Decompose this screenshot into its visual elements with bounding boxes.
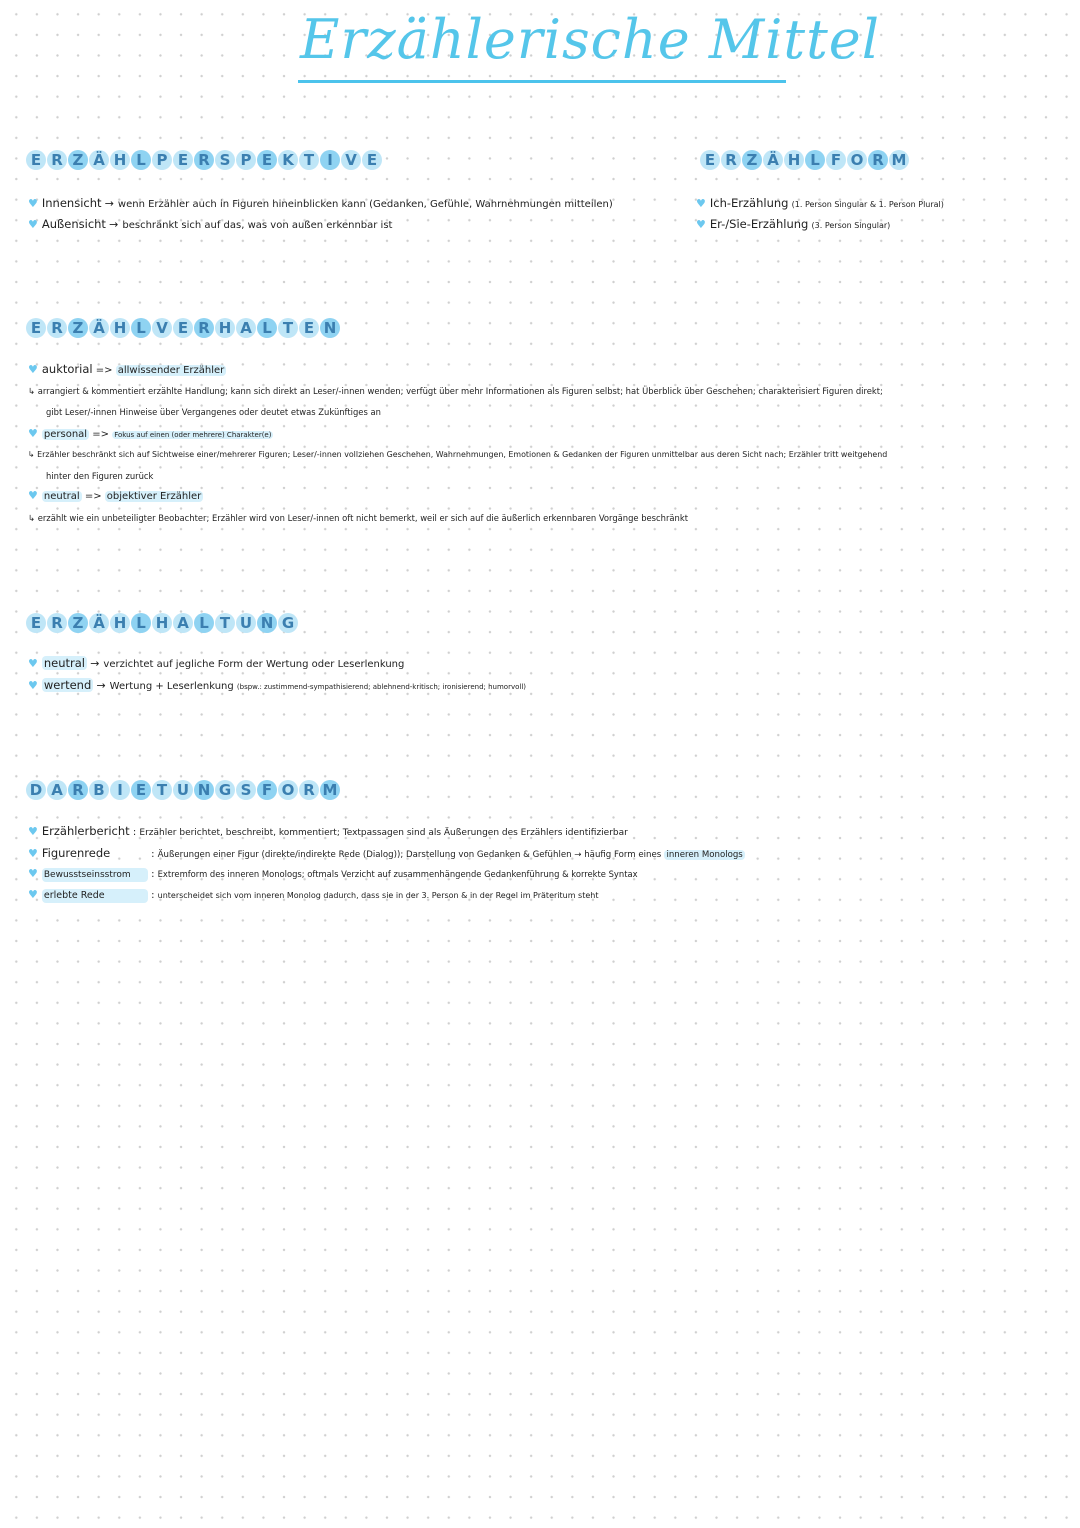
heading-letter: E	[26, 150, 46, 170]
heading-letter: L	[131, 613, 151, 633]
term: auktorial	[41, 362, 93, 376]
heading-letter: Ä	[89, 150, 109, 170]
list-item	[28, 489, 203, 504]
heading-letter: E	[299, 318, 319, 338]
heading-letter: H	[110, 318, 130, 338]
separator: :	[132, 827, 137, 838]
list-item	[28, 888, 598, 903]
heading-letter: L	[257, 318, 277, 338]
heading-letter: R	[299, 780, 319, 800]
list-item	[696, 217, 890, 233]
heading-letter: E	[173, 318, 193, 338]
heading-letter: G	[278, 613, 298, 633]
heading-letter: P	[152, 150, 172, 170]
arrow-icon: →	[109, 218, 119, 231]
heading-letter: P	[236, 150, 256, 170]
heading-letter: E	[700, 150, 720, 170]
list-item	[28, 427, 273, 442]
heading-letter: F	[826, 150, 846, 170]
heading-letter: R	[194, 150, 214, 170]
heart-icon: ♥	[28, 218, 38, 231]
list-item	[28, 824, 628, 840]
heading-letter: A	[173, 613, 193, 633]
heart-icon: ♥	[28, 363, 38, 376]
heading-letter: S	[236, 780, 256, 800]
label: Fokus auf einen (oder mehrere) Charakter(e)	[114, 431, 272, 439]
arrow-icon: =>	[95, 365, 113, 376]
heading-letter: H	[110, 150, 130, 170]
heading-letter: R	[47, 318, 67, 338]
arrow-icon: =>	[84, 491, 102, 502]
heading-letter: L	[131, 318, 151, 338]
heading-letter: M	[889, 150, 909, 170]
heading-letter: V	[341, 150, 361, 170]
term: wertend	[43, 678, 92, 692]
heart-icon: ♥	[28, 657, 38, 670]
highlight: inneren Monologs	[666, 850, 743, 860]
heading-letter: S	[215, 150, 235, 170]
heading-letter: H	[152, 613, 172, 633]
heading-letter: L	[131, 150, 151, 170]
heading-letter: L	[805, 150, 825, 170]
heading-letter: E	[173, 150, 193, 170]
list-item	[28, 196, 613, 212]
description-line: hinter den Figuren zurück	[46, 471, 154, 481]
heading-letter: U	[236, 613, 256, 633]
heading-letter: T	[278, 318, 298, 338]
return-arrow-icon: ↳	[28, 450, 35, 459]
heading-letter: A	[236, 318, 256, 338]
term: neutral	[43, 491, 80, 502]
definition: Äußerungen einer Figur (direkte/indirekte Rede (Dialog)); Darstellung von Gedanken & Gefühlen → häufig Form eines	[157, 850, 662, 860]
heart-icon: ♥	[28, 197, 38, 210]
examples: (bspw.: zustimmend-sympathisierend; ablehnend-kritisch; ironisierend; humorvoll)	[236, 683, 526, 691]
label: allwissender Erzähler	[117, 365, 225, 376]
heading-erzaehlhaltung	[26, 613, 299, 633]
heart-icon: ♥	[28, 427, 38, 440]
term: neutral	[43, 656, 86, 670]
heart-icon: ♥	[696, 197, 706, 210]
heading-letter: T	[215, 613, 235, 633]
heading-letter: Ä	[89, 318, 109, 338]
heading-letter: H	[784, 150, 804, 170]
heading-letter: N	[194, 780, 214, 800]
heading-letter: H	[215, 318, 235, 338]
term: Bewusstseinsstrom	[42, 868, 148, 882]
heading-letter: R	[68, 780, 88, 800]
heart-icon: ♥	[696, 218, 706, 231]
heading-erzaehlverhalten	[26, 318, 341, 338]
description-line: ↳ arrangiert & kommentiert erzählte Handlung; kann sich direkt an Leser/-innen wenden; verfügt über mehr Informationen als Figuren selbst; hat Überblick über Geschehen; charakterisiert Figuren direkt;	[28, 386, 883, 396]
list-item	[28, 362, 226, 378]
term: Innensicht	[41, 196, 102, 210]
definition: wenn Erzähler auch in Figuren hineinblicken kann (Gedanken, Gefühle, Wahrnehmungen mitteilen)	[117, 199, 613, 210]
heading-letter: H	[110, 613, 130, 633]
label: objektiver Erzähler	[106, 491, 202, 502]
arrow-icon: →	[90, 657, 100, 670]
arrow-icon: →	[104, 197, 114, 210]
term: erlebte Rede	[42, 889, 148, 903]
heading-letter: E	[26, 613, 46, 633]
heading-erzaehlform	[700, 150, 910, 170]
heading-letter: R	[721, 150, 741, 170]
heading-letter: N	[257, 613, 277, 633]
list-item	[28, 656, 404, 672]
heading-letter: E	[257, 150, 277, 170]
heart-icon: ♥	[28, 825, 38, 838]
description-line: ↳ erzählt wie ein unbeteiligter Beobachter; Erzähler wird von Leser/-innen oft nicht bemerkt, weil er sich auf die äußerlich erkennbaren Vorgänge beschränkt	[28, 513, 688, 523]
heading-letter: T	[152, 780, 172, 800]
definition: Erzähler berichtet, beschreibt, kommentiert; Textpassagen sind als Äußerungen des Erzählers identifizierbar	[139, 828, 628, 838]
heading-letter: O	[847, 150, 867, 170]
separator: :	[151, 869, 155, 880]
definition: (3. Person Singular)	[811, 221, 891, 230]
heading-letter: Z	[68, 318, 88, 338]
return-arrow-icon: ↳	[28, 513, 36, 523]
definition: beschränkt sich auf das, was von außen erkennbar ist	[122, 220, 393, 231]
definition: unterscheidet sich vom inneren Monolog dadurch, dass sie in der 3. Person & in der Regel im Präteritum steht	[157, 891, 599, 900]
list-item	[28, 217, 392, 233]
arrow-icon: =>	[92, 429, 110, 440]
heading-letter: M	[320, 780, 340, 800]
heading-letter: U	[173, 780, 193, 800]
heading-letter: B	[89, 780, 109, 800]
list-item	[696, 196, 944, 212]
heading-letter: F	[257, 780, 277, 800]
heart-icon: ♥	[28, 679, 38, 692]
heading-darbietungsform	[26, 780, 341, 800]
heading-letter: R	[194, 318, 214, 338]
list-item	[28, 678, 526, 694]
heading-letter: I	[110, 780, 130, 800]
description-line: gibt Leser/-innen Hinweise über Vergangenes oder deutet etwas Zukünftiges an	[46, 407, 381, 417]
heading-letter: Z	[68, 150, 88, 170]
term: Außensicht	[41, 217, 106, 231]
heading-letter: E	[26, 318, 46, 338]
heading-letter: D	[26, 780, 46, 800]
heading-letter: Ä	[763, 150, 783, 170]
definition: Wertung + Leserlenkung	[109, 681, 234, 692]
heading-letter: K	[278, 150, 298, 170]
definition: verzichtet auf jegliche Form der Wertung oder Leserlenkung	[103, 659, 405, 670]
definition: (1. Person Singular & 1. Person Plural)	[791, 200, 944, 209]
term: personal	[43, 429, 88, 440]
heading-letter: G	[215, 780, 235, 800]
heading-erzaehlperspektive	[26, 150, 383, 170]
description-line: ↳ Erzähler beschränkt sich auf Sichtweise einer/mehrerer Figuren; Leser/-innen vollziehen Geschehen, Wahrnehmungen, Emotionen & Gedanken der Figuren unmittelbar aus deren Sicht nach; Erzähler tritt weitgehend	[28, 450, 888, 459]
heading-letter: Z	[68, 613, 88, 633]
return-arrow-icon: ↳	[28, 386, 36, 396]
term: Figurenrede	[41, 846, 111, 860]
title-underline	[298, 80, 786, 83]
heading-letter: I	[320, 150, 340, 170]
list-item	[28, 867, 638, 882]
separator: :	[151, 890, 155, 901]
heading-letter: R	[868, 150, 888, 170]
separator: :	[151, 849, 155, 860]
definition: Extremform des inneren Monologs; oftmals Verzicht auf zusammenhängende Gedankenführung & korrekte Syntax	[157, 869, 638, 879]
page-title: Erzählerische Mittel	[300, 8, 881, 71]
heart-icon: ♥	[28, 888, 38, 901]
heart-icon: ♥	[28, 489, 38, 502]
heading-letter: E	[131, 780, 151, 800]
list-item	[28, 846, 745, 862]
heading-letter: Z	[742, 150, 762, 170]
term: Ich-Erzählung	[709, 196, 789, 210]
heading-letter: O	[278, 780, 298, 800]
heading-letter: N	[320, 318, 340, 338]
heart-icon: ♥	[28, 867, 38, 880]
term: Er-/Sie-Erzählung	[709, 217, 809, 231]
heading-letter: T	[299, 150, 319, 170]
heading-letter: R	[47, 150, 67, 170]
heading-letter: Ä	[89, 613, 109, 633]
heading-letter: R	[47, 613, 67, 633]
heading-letter: V	[152, 318, 172, 338]
arrow-icon: →	[96, 679, 106, 692]
heart-icon: ♥	[28, 847, 38, 860]
heading-letter: A	[47, 780, 67, 800]
term: Erzählerbericht	[41, 824, 130, 838]
heading-letter: L	[194, 613, 214, 633]
heading-letter: E	[362, 150, 382, 170]
